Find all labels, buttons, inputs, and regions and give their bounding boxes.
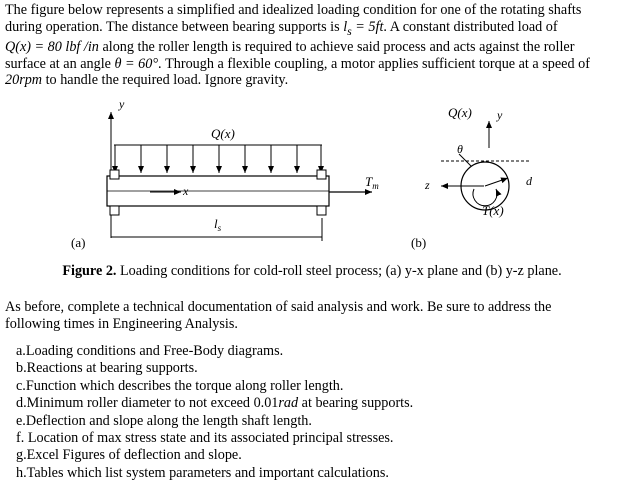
- as-before-paragraph: [5, 299, 619, 332]
- bearing-top-right: [317, 170, 326, 179]
- list-item: f. Location of max stress state and its associated principal stresses.: [16, 430, 394, 447]
- panel-b-z-label: z: [425, 178, 430, 192]
- panel-a-torque-label: $T_m$: [365, 174, 379, 191]
- list-item: e.Deflection and slope along the length shaft length.: [16, 412, 312, 429]
- panel-a-length-label: $l_s$: [214, 216, 222, 233]
- list-item: d.Minimum roller diameter to not exceed 0.01rad at bearing supports.: [16, 395, 414, 412]
- panel-a-y-label: y: [119, 97, 125, 111]
- panel-a-label: (a): [71, 235, 86, 250]
- bearing-bottom-right: [317, 206, 326, 215]
- panel-b-diagram: [411, 105, 533, 250]
- panel-b-load-label: Q(x): [448, 105, 472, 120]
- intro-ls-sub: s: [347, 23, 352, 38]
- bearing-top-left: [110, 170, 119, 179]
- panel-a-load-label: Q(x): [211, 126, 235, 141]
- intro-line-3-post: along the roller length is required to achieve said process and acts against the roller: [98, 39, 575, 56]
- intro-line-4-pre: surface at an angle: [5, 55, 115, 72]
- list-item: b.Reactions at bearing supports.: [16, 360, 198, 377]
- intro-load-value: Q(x) = 80 lbf /in: [5, 39, 99, 56]
- as-before-line-2: following times in Engineering Analysis.: [5, 315, 238, 332]
- intro-ls-symbol: l: [343, 18, 348, 35]
- bearing-bottom-left: [110, 206, 119, 215]
- intro-line-1: The figure below represents a simplified and idealized loading condition for one of the rotating shafts: [5, 2, 582, 18]
- as-before-line-1: As before, complete a technical documentation of said analysis and work. Be sure to address the: [5, 299, 552, 315]
- distributed-load-arrows: [115, 145, 321, 173]
- intro-paragraph: [5, 2, 619, 89]
- list-item: c.Function which describes the torque along roller length.: [16, 377, 344, 394]
- intro-speed-value: 20rpm: [5, 72, 43, 89]
- intro-line-2-pre: during operation. The distance between bearing supports is: [5, 18, 344, 35]
- intro-line-2-post: . A constant distributed load of: [383, 18, 558, 35]
- panel-b-d-label: d: [526, 174, 532, 188]
- panel-b-label: (b): [411, 235, 427, 250]
- list-item: a.Loading conditions and Free-Body diagrams.: [16, 343, 284, 359]
- panel-a-x-label: x: [183, 184, 189, 198]
- panel-b-angle-label: θ: [457, 142, 463, 156]
- intro-ls-value: = 5ft: [351, 18, 384, 35]
- panel-b-torque-label: T(x): [482, 203, 504, 218]
- list-item: g.Excel Figures of deflection and slope.: [16, 447, 242, 464]
- figure-caption: [0, 263, 624, 280]
- intro-angle-value: θ = 60°: [114, 55, 158, 72]
- task-list: [16, 343, 413, 482]
- figure-2: [0, 95, 624, 285]
- panel-a-diagram: [71, 97, 379, 250]
- list-item: h.Tables which list system parameters and important calculations.: [16, 464, 389, 481]
- intro-line-4-post: . Through a flexible coupling, a motor applies sufficient torque at a speed of: [158, 55, 590, 72]
- caption-text: Loading conditions for cold-roll steel process; (a) y-x plane and (b) y-z plane.: [116, 263, 562, 279]
- panel-b-y-label: y: [497, 108, 503, 122]
- intro-line-5-post: to handle the required load. Ignore gravity.: [42, 72, 289, 89]
- caption-figure-number: Figure 2.: [62, 263, 117, 279]
